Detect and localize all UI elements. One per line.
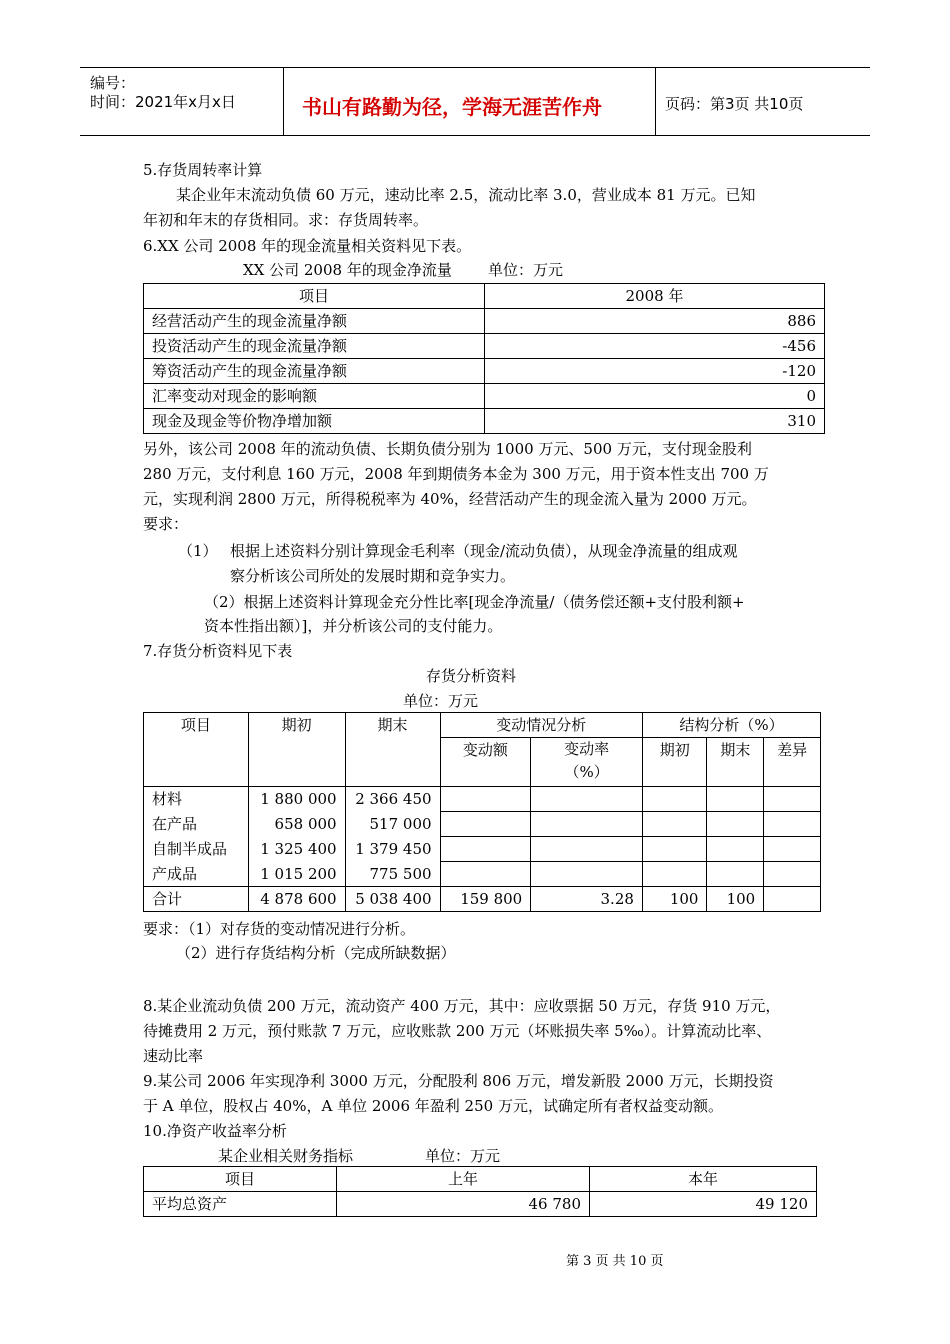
table-row (144, 384, 825, 409)
row-begin: 1 880 000 (248, 787, 345, 812)
inventory-table (143, 712, 821, 912)
header-end: 期末 (345, 713, 440, 787)
page-footer: 第 3 页 共 10 页 (566, 1254, 664, 1269)
q6-table-caption: XX 公司 2008 年的现金净流量 (243, 261, 452, 279)
header-diff: 差异 (764, 738, 821, 787)
empty-cell (531, 812, 643, 837)
row-begin: 658 000 (248, 812, 345, 837)
empty-cell (764, 837, 821, 862)
header-cell: 本年 (590, 1167, 817, 1192)
header-struct-end: 期末 (707, 738, 764, 787)
q7-title: 7.存货分析资料见下表 (143, 642, 293, 660)
table-row (144, 787, 821, 812)
total-diff (764, 887, 821, 912)
cashflow-table (143, 283, 825, 434)
table-row (144, 1192, 817, 1217)
row-value: -456 (485, 334, 825, 359)
row-begin: 1 325 400 (248, 837, 345, 862)
header-top-rule (80, 67, 870, 68)
table-row (144, 409, 825, 434)
header-cell: 项目 (144, 1167, 337, 1192)
q6-para2: 280 万元，支付利息 160 万元，2008 年到期债务本金为 300 万元，用于资本性支出 700 万 (143, 465, 769, 483)
financial-indicators-table (143, 1166, 817, 1217)
table-header-row (144, 1167, 817, 1192)
table-row (144, 837, 821, 862)
q6-req1-line2: 察分析该公司所处的发展时期和竞争实力。 (230, 567, 516, 585)
empty-cell (440, 787, 531, 812)
total-struct-end: 100 (707, 887, 764, 912)
table-header-row (144, 713, 821, 738)
q6-title: 6.XX 公司 2008 年的现金流量相关资料见下表。 (143, 237, 472, 255)
table-header-row (144, 284, 825, 309)
empty-cell (531, 787, 643, 812)
q7-caption: 存货分析资料 (426, 667, 517, 685)
table-total-row (144, 887, 821, 912)
header-motto: 书山有路勤为径，学海无涯苦作舟 (302, 95, 602, 119)
table-row (144, 334, 825, 359)
header-change-analysis: 变动情况分析 (440, 713, 642, 738)
header-number-label: 编号： (90, 74, 136, 92)
empty-cell (440, 812, 531, 837)
header-change-rate-label: 变动率 (564, 740, 610, 758)
q9-line1: 9.某公司 2006 年实现净利 3000 万元，分配股利 806 万元，增发新股 2000 万元，长期投资 (143, 1072, 774, 1090)
row-label: 在产品 (144, 812, 249, 837)
table-row (144, 309, 825, 334)
q6-req2-line2: 资本性指出额）]，并分析该公司的支付能力。 (204, 617, 503, 635)
q6-req2-line1: （2）根据上述资料计算现金充分性比率[现金净流量/（债务偿还额+支付股利额+ (204, 593, 745, 611)
table-row (144, 862, 821, 887)
total-struct-begin: 100 (642, 887, 707, 912)
header-divider-left (283, 67, 284, 135)
q5-title: 5.存货周转率计算 (143, 161, 263, 179)
row-label: 经营活动产生的现金流量净额 (144, 309, 485, 334)
empty-cell (707, 812, 764, 837)
header-cell: 上年 (337, 1167, 590, 1192)
empty-cell (531, 837, 643, 862)
total-change-amount: 159 800 (440, 887, 531, 912)
table-row (144, 812, 821, 837)
q8-line3: 速动比率 (143, 1047, 204, 1065)
row-label: 现金及现金等价物净增加额 (144, 409, 485, 434)
q10-unit: 单位：万元 (425, 1147, 501, 1165)
row-value: -120 (485, 359, 825, 384)
q6-unit: 单位：万元 (488, 261, 564, 279)
header-item: 项目 (144, 713, 249, 787)
q8-line1: 8.某企业流动负债 200 万元，流动资产 400 万元，其中：应收票据 50 万元，存货 910 万元， (143, 997, 781, 1015)
header-divider-right (655, 67, 656, 135)
row-label: 投资活动产生的现金流量净额 (144, 334, 485, 359)
q5-line1: 某企业年末流动负债 60 万元，速动比率 2.5，流动比率 3.0，营业成本 81 万元。已知 (176, 186, 756, 204)
q10-title: 10.净资产收益率分析 (143, 1122, 287, 1140)
header-time-label: 时间：2021年x月x日 (90, 93, 236, 111)
q6-req1-number: （1） (178, 542, 218, 560)
q7-unit: 单位：万元 (403, 692, 479, 710)
empty-cell (707, 862, 764, 887)
row-label: 材料 (144, 787, 249, 812)
row-label: 自制半成品 (144, 837, 249, 862)
empty-cell (531, 862, 643, 887)
total-begin: 4 878 600 (248, 887, 345, 912)
header-bottom-rule (80, 135, 870, 136)
row-value: 0 (485, 384, 825, 409)
q8-line2: 待摊费用 2 万元，预付账款 7 万元，应收账款 200 万元（坏账损失率 5‰）。计算流动比率、 (143, 1022, 772, 1040)
row-value: 886 (485, 309, 825, 334)
empty-cell (642, 787, 707, 812)
q6-req1-line1: 根据上述资料分别计算现金毛利率（现金/流动负债），从现金净流量的组成观 (230, 542, 738, 560)
q5-line2: 年初和年末的存货相同。求：存货周转率。 (143, 211, 429, 229)
row-end: 517 000 (345, 812, 440, 837)
header-structure-analysis: 结构分析（%） (642, 713, 820, 738)
table-row (144, 359, 825, 384)
q6-para1: 另外，该公司 2008 年的流动负债、长期负债分别为 1000 万元、500 万元，支付现金股利 (143, 440, 752, 458)
row-label: 筹资活动产生的现金流量净额 (144, 359, 485, 384)
row-end: 2 366 450 (345, 787, 440, 812)
total-change-rate: 3.28 (531, 887, 643, 912)
header-change-amount: 变动额 (440, 738, 531, 787)
row-begin: 1 015 200 (248, 862, 345, 887)
row-this-year: 49 120 (590, 1192, 817, 1217)
empty-cell (764, 862, 821, 887)
header-cell: 项目 (144, 284, 485, 309)
row-label: 平均总资产 (144, 1192, 337, 1217)
row-end: 1 379 450 (345, 837, 440, 862)
empty-cell (764, 787, 821, 812)
q7-req2: （2）进行存货结构分析（完成所缺数据） (176, 944, 456, 962)
empty-cell (440, 837, 531, 862)
row-label: 汇率变动对现金的影响额 (144, 384, 485, 409)
header-struct-begin: 期初 (642, 738, 707, 787)
empty-cell (642, 812, 707, 837)
empty-cell (440, 862, 531, 887)
q6-requirement-label: 要求： (143, 515, 189, 533)
empty-cell (764, 812, 821, 837)
total-label: 合计 (144, 887, 249, 912)
empty-cell (707, 787, 764, 812)
empty-cell (642, 837, 707, 862)
header-cell: 2008 年 (485, 284, 825, 309)
q7-req1: 要求：（1）对存货的变动情况进行分析。 (143, 920, 416, 938)
total-end: 5 038 400 (345, 887, 440, 912)
empty-cell (707, 837, 764, 862)
row-prev-year: 46 780 (337, 1192, 590, 1217)
row-end: 775 500 (345, 862, 440, 887)
empty-cell (642, 862, 707, 887)
q10-caption: 某企业相关财务指标 (218, 1147, 354, 1165)
header-page-info: 页码：第3页 共10页 (665, 95, 804, 113)
header-begin: 期初 (248, 713, 345, 787)
header-change-rate (531, 738, 643, 787)
header-change-rate-unit: （%） (564, 763, 609, 781)
row-value: 310 (485, 409, 825, 434)
q6-para3: 元，实现利润 2800 万元，所得税税率为 40%，经营活动产生的现金流入量为 2000 万元。 (143, 490, 757, 508)
q9-line2: 于 A 单位，股权占 40%，A 单位 2006 年盈利 250 万元，试确定所有者权益变动额。 (143, 1097, 723, 1115)
row-label: 产成品 (144, 862, 249, 887)
